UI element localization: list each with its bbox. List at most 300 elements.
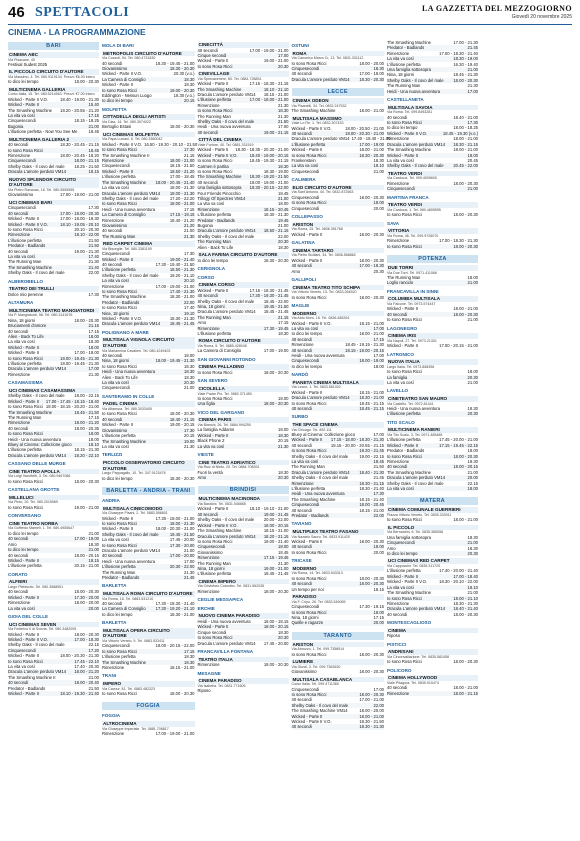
cinema-name: PARADISO [292, 594, 385, 600]
cinema-name: CINEMA ODEON [292, 98, 385, 104]
cinema-address: Via Due Torri. Tel. 0971.411066 [387, 270, 437, 275]
showtime-row [292, 587, 385, 592]
cinema-address: Corso Italia. Tel. 099.4711360 [291, 682, 339, 687]
showtimes: 17.30 [88, 291, 99, 297]
showtimes: 21.50 [278, 119, 289, 125]
film-title: Dracula L'amore perduto VM14 [197, 228, 256, 234]
cinema-name: CINEMA IRIS [387, 333, 478, 339]
showtimes: 18.00 - 21.00 [359, 147, 384, 153]
showtimes: 18.00 - 21.20 [74, 420, 99, 426]
film-title: Wicked - Parte II [102, 526, 133, 532]
film-title: The Smashing Machine II [8, 674, 56, 680]
showtimes: 18.30 (v.o.) [173, 93, 195, 99]
town-name: BARLETTA [102, 583, 127, 589]
city-header: LECCE [292, 88, 385, 96]
film-title: Wicked - Parte II [197, 506, 229, 512]
film-title: Io sono Rosa Ricci [197, 168, 233, 174]
film-title: Io sono Rosa Ricci [291, 609, 327, 615]
listing-column-1 [8, 40, 99, 837]
showtimes: 17.00 [278, 124, 289, 130]
film-title: Wicked - Parte II [291, 257, 323, 263]
showtime-row [102, 612, 195, 617]
showtime-row [8, 606, 99, 611]
town-name: SAN SEVERO [197, 378, 228, 384]
showtimes: 18.00 - 18.15 - 20.20 - 21.00 [45, 404, 99, 410]
film-title: Wicked - Parte II [291, 713, 323, 719]
showtimes: 18.30 - 20.15 - 22.00 [249, 185, 289, 191]
film-title: Shelby Oaks - Il covo del male [102, 272, 159, 278]
showtimes: 18.30 - 21.30 [453, 600, 478, 606]
showtimes: 21.45 [184, 574, 195, 580]
film-title: Wicked - Parte II [102, 168, 133, 174]
showtimes: 18.00 - 20.30 [359, 539, 384, 545]
showtimes: 18.15 - 19.00 - 20.15 [345, 347, 384, 353]
showtime-row [8, 691, 99, 696]
cinema-name: MULTISALA MASSIMO [292, 116, 385, 122]
showtimes: 20.15 [278, 438, 289, 444]
film-title: Wicked - Parte II [197, 147, 229, 153]
film-title: 40 secondi [291, 442, 312, 448]
showtimes: 18.00 [373, 609, 384, 615]
film-title: La vita va così [102, 380, 129, 386]
film-title: Io sono Rosa Ricci [387, 595, 422, 601]
showtimes: 18.10 - 19.10 - 21.00 [249, 506, 289, 512]
film-title: The Running Man [8, 259, 42, 265]
cinema-name: CINEMA PALLADINO [198, 364, 289, 370]
showtimes: 18.45 - 21.45 [263, 571, 289, 577]
town-name: SURBO [291, 414, 309, 420]
showtimes: 18.30 - 21.15 [453, 141, 478, 147]
showtimes: 18.15 - 21.00 [169, 665, 195, 670]
film-title: La vita va così [291, 325, 319, 331]
town-name: MAGLIE [291, 302, 310, 308]
showtimes: 18.00 - 22.15 [74, 393, 99, 399]
cinema-address: Via Cozzoli, 54. Tel. 080.4731830 [102, 56, 156, 61]
showtime-row [198, 130, 289, 135]
cinema-name: METROPOLIS CIRCUITO D'AUTORE [102, 51, 195, 57]
showtimes: 17.00 - 20.15 - 21.00 [439, 343, 478, 349]
showtime-row [198, 444, 289, 449]
film-title: Predator - Badlands [8, 685, 46, 691]
film-title: Shelby Oaks - Il covo del male [291, 475, 349, 481]
film-title: Shelby Oaks - Il covo del male [8, 163, 65, 169]
town-name: BARLETTA [102, 620, 127, 626]
film-title: Io sono Rosa Ricci [8, 404, 43, 410]
film-title: Wicked - Parte II [197, 624, 229, 630]
film-title: Una famiglia sottosopra [197, 185, 242, 191]
film-title: L'illusione perfetta [102, 433, 136, 439]
film-title: Rimenzione [387, 180, 410, 186]
showtimes: 17.45 - 20.00 - 21.00 [439, 437, 478, 443]
showtimes: 18.30 - 20.45 - 21.15 [60, 142, 99, 148]
cinema-name: SALA FARINA CIRCUITO D'AUTORE [198, 252, 289, 258]
cinema-address: Corso Italia, 15. Tel. 080.5214563. Prezzi: €7.00 intero [8, 92, 95, 97]
showtimes: 18.30 [184, 659, 195, 665]
showtimes: 18.45 - 22.00 [263, 298, 289, 304]
showtimes: 17.30 - 18.00 - 21.00 [155, 515, 195, 521]
showtimes: 18.30 [184, 82, 195, 88]
film-title: L'illusione perfetta [8, 563, 42, 569]
listing-column-4 [291, 40, 391, 837]
cinema-name: MULTISALA SAVOIA [387, 105, 478, 111]
film-title: Loglio rancido [387, 280, 414, 286]
showtimes: 18.30 [278, 244, 289, 250]
showtimes: 17.00 - 19.00 - 21.00 [155, 283, 195, 289]
cinema-name: CINEMA TARTARO [292, 248, 385, 254]
film-title: L'illusione perfetta [291, 141, 326, 147]
showtimes: 17.40 - 20.00 - 21.40 [439, 568, 478, 574]
showtimes: 18.00 - 20.30 [359, 194, 384, 200]
showtimes: 21.30 [467, 83, 478, 89]
dateline: Giovedì 20 novembre 2025 [511, 14, 572, 20]
film-title: The Running Man [291, 464, 325, 470]
cinema-name: MULTISALA ROMA CIRCUITO D'AUTORE [103, 590, 193, 596]
cinema-name: CINETEATRO SAN MAURO [387, 396, 478, 402]
showtimes: 18.00 - 20.45 - 21.40 [155, 179, 195, 185]
film-title: Heidi - Una nuova avventura [197, 124, 251, 130]
cinema-name: MULTIPLEX TEATRO FASANO [292, 529, 385, 535]
film-title: Cinquesecondi [8, 158, 36, 164]
showtimes: 18.00 - 21.00 [453, 147, 478, 153]
showtimes: 17.45 - 22.10 [74, 658, 99, 664]
showtimes: 21.00 [467, 379, 478, 385]
showtimes: 17.15 [88, 415, 99, 421]
cinema-name: MULTISALA CINECOMODO [102, 506, 195, 512]
film-title: La vita va così [102, 185, 129, 191]
film-title: Rimenzione [387, 690, 410, 696]
showtimes: 18.30 [184, 654, 195, 660]
film-title: The Smashing Machine VM14 [291, 708, 348, 714]
town-name: CERIGNOLA [197, 266, 226, 271]
showtime-row [102, 575, 195, 580]
showtimes: 18.10 [373, 163, 384, 169]
showtimes: 19.00 - 21.30 [74, 248, 99, 254]
cinema-name: CINEMA HOLLYWOOD [387, 675, 478, 681]
showtimes: 18.00 [184, 353, 195, 359]
cinema-address: Largo Pappagallo, 10. Tel. 347.9123476 [102, 471, 166, 476]
showtimes: 17.00 [373, 686, 384, 692]
showtimes: 18.10 - 22.00 [74, 232, 99, 238]
town-name: MOLFETTA [102, 106, 127, 112]
town-name: POLIGNANO A MARE [102, 329, 149, 335]
film-title: Wicked - Parte II V.O. [102, 141, 143, 147]
showtimes: 18.30 [278, 432, 289, 438]
showtimes: 18.20 - 20.55 - 21.20 [60, 107, 99, 113]
cinema-name: CITTÀ DEL CINEMA [198, 137, 289, 143]
showtimes: 18.15 - 21.00 [359, 320, 384, 326]
film-title: Io sono Rosa Ricci [197, 63, 233, 69]
film-title: Wicked - Parte II [102, 82, 133, 88]
town-name: TAVIANO [291, 521, 312, 527]
showtimes: 18.30 - 19.45 - 21.00 [155, 60, 195, 66]
film-title: 40 secondi [8, 328, 29, 334]
film-title: Cinquesecondi [102, 163, 130, 169]
film-title: Io sono Rosa Ricci [291, 400, 327, 406]
showtimes: 17.45 - 20.00 [169, 537, 195, 543]
cinema-address: Via Circonvallazione. Tel. 0835.582458 [387, 654, 450, 659]
cinema-address: Via Goffredo Mameli, 1. Tel. 080.4955647 [8, 526, 75, 531]
cinema-address: Via Roma, 25. Tel. 0836.351768 [291, 227, 343, 232]
showtime-row [8, 169, 99, 174]
film-title: Rimenzione [197, 102, 220, 108]
showtimes: 18.00 [278, 201, 289, 207]
cinema-name: MODERNO [292, 311, 385, 317]
showtimes: 17.15 - 18.30 - 21.45 [249, 287, 289, 293]
showtimes: 17.30 - 19.20 - 21.10 [155, 606, 195, 612]
city-header: MATERA [387, 497, 478, 505]
showtimes: 18.30 [88, 339, 99, 345]
showtimes: 18.30 - 18.35 - 20.30 - 21.00 [235, 147, 289, 153]
film-title: 40 secondi [387, 114, 408, 120]
film-title: La vita va così [8, 605, 35, 611]
listing-column-6 [481, 40, 572, 837]
cinema-address: Via Castello. Tel. 0972.81441 [387, 401, 434, 406]
showtimes: 21.00 [467, 280, 478, 286]
showtimes: 17.00 - 19.00 [359, 141, 384, 147]
film-title: Alien - Back To Life [8, 333, 44, 339]
town-name: MOLA DI BARI [102, 43, 134, 48]
showtimes: 17.00 [184, 558, 195, 564]
showtimes: 18.40 - 19.00 - 21.30 [60, 96, 99, 102]
film-title: Bugonia [197, 222, 213, 228]
cinema-name: CINEMA [387, 628, 478, 634]
showtimes: 18.25 - 21.50 [74, 163, 99, 169]
film-title: Dracula L'amore perduto VM14 [102, 547, 161, 553]
film-title: Io sono Rosa Ricci [197, 108, 233, 114]
showtimes: 18.00 - 20.30 [453, 311, 478, 317]
showtimes: 18.00 - 20.30 [74, 317, 99, 323]
showtimes: 18.45 - 19.30 (v.o.) [442, 130, 478, 136]
film-title: Nina, 18 giorni [291, 614, 319, 620]
showtime-row [198, 370, 289, 375]
film-title: The Smashing Machine [387, 590, 431, 596]
cinema-address: Via Lecce, 1. Tel. 0833.561002 [291, 385, 341, 390]
film-title: 40 secondi [387, 311, 408, 317]
showtimes: 18.00 [373, 363, 384, 369]
film-title: Cinque secondi [197, 53, 227, 58]
film-title: Cinquesecondi [291, 168, 320, 174]
film-title: Fuori la verità [197, 469, 223, 475]
showtimes: 19.00 - 21.40 [169, 256, 195, 262]
town-name: GIOIA DEL COLLE [8, 613, 49, 619]
film-title: L'illusione perfetta [8, 447, 42, 453]
showtime-row [292, 269, 385, 274]
showtimes: 18.00 - 21.30 [169, 190, 195, 196]
showtimes: 18.00 - 20.30 [453, 659, 478, 665]
film-title: Wicked - Parte II [197, 287, 229, 293]
showtimes: 18.00 - 20.00 [359, 60, 384, 66]
film-title: Io sono Rosa Ricci [8, 226, 43, 232]
film-title: La vita va così [291, 459, 319, 464]
showtime-row [292, 232, 385, 237]
cinema-name: TEATRO DEI TRULLI [8, 286, 99, 292]
town-name: VIESTE [197, 452, 214, 458]
film-title: Dracula L'amore perduto VM14 [291, 469, 350, 475]
showtimes: 18.40 - 21.15 [169, 416, 195, 422]
film-title: Heidi - Una nuova avventura [102, 369, 156, 375]
film-title: Io sono Rosa Ricci [102, 520, 137, 526]
film-title: Cinquesecondi [197, 544, 226, 550]
city-header: TARANTO [292, 632, 385, 640]
town-name: NARDÒ [291, 372, 309, 378]
showtime-row [198, 245, 289, 250]
cinema-name: ARISTON [292, 222, 385, 228]
film-title: Heidi - Una nuova avventura [291, 491, 345, 497]
film-title: L'illusione perfetta [102, 267, 136, 273]
showtimes: 21.30 [278, 560, 289, 566]
showtimes: 18.50 - 21.30 [169, 267, 195, 273]
film-title: Io sono Rosa Ricci [291, 200, 327, 206]
showtimes: 17.30 - 19.30 - 21.45 [249, 293, 289, 299]
showtimes: 17.00 - 19.00 - 21.00 [60, 192, 99, 198]
film-title: Carmen è partita [197, 163, 229, 169]
cinema-name: MULTICINEMA GALLERIA [8, 87, 99, 93]
showtimes: 19.00 - 21.00 [263, 58, 289, 64]
film-title: Wicked - Parte II V.O. [8, 96, 49, 102]
showtimes: 18.30 [467, 545, 478, 551]
showtimes: 18.00 - 20.30 [359, 669, 384, 675]
showtimes: 18.45 - 21.15 [359, 405, 384, 411]
film-title: L'illusione perfetta [197, 97, 232, 103]
showtimes: 21.00 [467, 590, 478, 596]
cinema-name: CINEMA IMPERO [198, 579, 289, 585]
film-title: 40 secondi [102, 553, 123, 559]
cinema-name: UCI CINEMAS SEVEN [8, 622, 99, 628]
showtime-row [102, 385, 195, 390]
showtime-row [102, 731, 195, 736]
showtimes: 17.00 [373, 325, 384, 331]
showtimes: 18.00 - 20.15 [263, 522, 289, 528]
showtimes: 20.00 [88, 605, 99, 611]
showtimes: 19.45 [278, 217, 289, 223]
showtimes: 17.40 [88, 253, 99, 259]
cinema-name: ALFIERI [8, 579, 99, 585]
film-title: Io dico lei tempo [387, 125, 418, 131]
showtime-row [292, 652, 385, 657]
showtimes: 21.00 [88, 547, 99, 553]
showtimes: 18.00 - 20.30 [263, 370, 289, 376]
listing-column-2 [102, 40, 198, 837]
film-title: Wicked - Parte II [102, 256, 133, 262]
showtimes: 18.00 - 21.00 [453, 517, 478, 523]
town-name: LAVELLO [387, 388, 409, 394]
film-title: Shelby Oaks - Il covo del male [8, 270, 65, 276]
showtimes: 18.00 - 20.30 - 21.00 [155, 526, 195, 532]
showtimes: 20.15 [184, 433, 195, 439]
film-title: Wicked - Parte II [387, 343, 418, 349]
showtimes: 18.30 - 20.30 [169, 475, 195, 481]
showtime-row [292, 206, 385, 211]
film-title: Wicked - Parte II [8, 557, 39, 563]
showtimes: 18.00 [88, 431, 99, 437]
cinema-name: VITTORIA [387, 228, 478, 234]
cinema-name: IL PICCOLO CIRCUITO D'AUTORE [8, 69, 99, 75]
cinema-address: Via Bernardini, 6. Tel. 0835.385058 [387, 530, 444, 535]
showtimes: 18.00 [467, 152, 478, 158]
showtimes: 18.30 - 21.40 [359, 486, 384, 492]
showtimes: 18.00 - 19.45 - 21.30 [60, 355, 99, 361]
film-title: Wicked - Parte II [8, 631, 39, 637]
showtimes: 17.15 - 19.45 - 22.15 [439, 442, 478, 448]
film-title: Io sono Rosa Ricci [8, 147, 43, 153]
film-title: Io sono Rosa Ricci [197, 158, 233, 164]
film-title: Cinquesecondi [8, 647, 36, 653]
showtimes: 17.15 [373, 614, 384, 620]
showtimes: 17.00 [373, 431, 384, 437]
showtimes: 17.15 [373, 336, 384, 342]
film-title: 40 secondi [291, 71, 312, 77]
showtimes: 21.00 [467, 186, 478, 192]
cinema-address: Via Roma. Tel. 099.8493281 [387, 110, 433, 115]
town-name: LATRONICO [387, 351, 414, 357]
film-title: Heidi - Una nuova avventura [102, 558, 156, 564]
film-title: Shelby Oaks - Il covo del male [197, 119, 255, 125]
film-title: Shelby Oaks - Il covo del male [102, 531, 159, 537]
showtimes: 19.00 - 20.15 [169, 422, 195, 428]
film-title: Wicked - Parte II [387, 306, 418, 312]
showtimes: 21.15 [184, 152, 195, 158]
showtimes: 18.00 - 20.30 [359, 294, 384, 300]
showtimes: 22.00 [373, 513, 384, 519]
showtimes: 20.30 - 22.00 [169, 564, 195, 570]
showtimes: 18.45 [373, 459, 384, 464]
showtimes: 17.40 [184, 305, 195, 311]
film-title: Rimenzione [102, 731, 125, 736]
film-title: Nina, 18 giorni [8, 317, 36, 323]
showtimes: 20.45 - 22.00 [453, 163, 478, 169]
showtimes: 17.00 - 18.00 - 21.00 [249, 97, 289, 103]
showtimes: 18.00 - 21.00 [169, 201, 195, 207]
showtimes: 18.45 [278, 190, 289, 196]
cinema-name: NUOVO CINEMA PARADISO [198, 613, 289, 619]
showtime-row [292, 406, 385, 411]
showtime-row [387, 343, 478, 348]
film-title: Cinque secondi [197, 629, 227, 635]
cinema-name: TEATRO ITALIA [198, 657, 289, 663]
cinema-address: Via Bisceglie. Tel. 080.3381190 [102, 246, 152, 251]
film-title: Rimenzione [8, 153, 31, 159]
showtimes: 21.50 [373, 464, 384, 470]
showtimes: 18.00 - 19.45 - 21.30 [155, 358, 195, 364]
film-title: Io dico lei tempo [387, 551, 418, 557]
showtimes: 20.15 - 21.00 [74, 563, 99, 569]
showtimes: 18.30 - 20.30 [359, 152, 384, 158]
film-title: La vita va così [387, 56, 414, 62]
showtimes: 17.30 - 20.00 [169, 542, 195, 548]
film-title: Cinquesecondi [291, 194, 320, 200]
film-title: Io dico lei tempo [102, 475, 133, 481]
showtimes: 21.45 [467, 45, 478, 51]
film-title: Un tempo per noi [291, 586, 324, 592]
showtime-row [102, 665, 195, 670]
cinema-address: Via Roma, 14. Tel. 0833.543313 [291, 571, 343, 576]
film-title: Dracula L'amore perduto VM14 [197, 309, 256, 315]
film-title: La vita va così [197, 443, 225, 449]
film-title: The Smashing Machine [8, 264, 52, 270]
film-title: Wicked - Parte II [8, 653, 39, 659]
film-title: Io dico lei tempo [8, 79, 39, 85]
cinema-name: UCI CINEMAS RED CARPET [387, 558, 478, 564]
showtimes: 18.40 - 21.30 [359, 469, 384, 475]
film-title: Wicked - Parte II [291, 147, 323, 153]
film-title: Shelby Oaks - Il covo del male [197, 233, 255, 239]
showtimes: 18.30 - 21.30 [263, 212, 289, 218]
cinema-address: Via Tito Scalo, 3. Tel. 0971.485485 [387, 432, 443, 437]
region-header: BARLETTA - ANDRIA - TRANI [102, 487, 195, 495]
showtimes: 19.00 - 22.15 [359, 453, 384, 459]
film-title: Wicked - Parte II [197, 81, 229, 87]
showtimes: 16.50 - 19.30 - 20.10 - 21.50 [144, 141, 198, 147]
